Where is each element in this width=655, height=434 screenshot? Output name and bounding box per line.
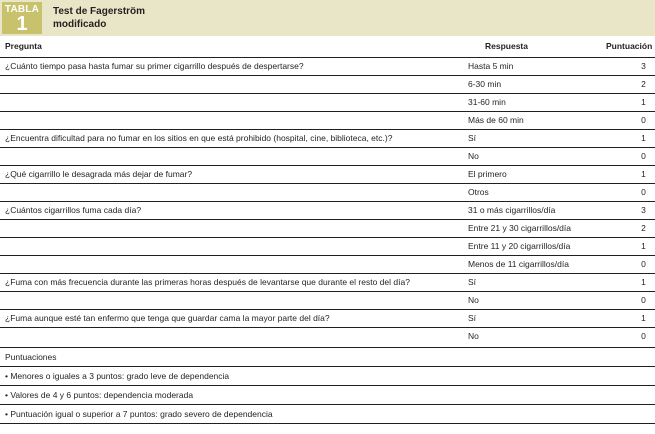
gap-cell xyxy=(453,238,463,256)
gap-cell xyxy=(453,148,463,166)
question-cell xyxy=(0,94,453,112)
question-cell: ¿Encuentra dificultad para no fumar en los sitios en que está prohibido (hospital, cine, biblioteca, etc.)? xyxy=(0,130,453,148)
table-title-line-2: modificado xyxy=(53,19,107,30)
score-cell: 1 xyxy=(589,94,655,112)
answer-cell: Sí xyxy=(463,130,589,148)
gap-cell xyxy=(453,274,463,292)
score-cell: 1 xyxy=(589,238,655,256)
table-row xyxy=(0,184,655,202)
gap-cell xyxy=(453,328,463,346)
score-cell: 1 xyxy=(589,310,655,328)
table-row xyxy=(0,112,655,130)
gap-cell xyxy=(453,130,463,148)
answer-cell: Entre 21 y 30 cigarrillos/día xyxy=(463,220,589,238)
score-cell: 1 xyxy=(589,130,655,148)
gap-cell xyxy=(453,166,463,184)
question-cell: ¿Cuánto tiempo pasa hasta fumar su primer cigarrillo después de despertarse? xyxy=(0,58,453,76)
gap-cell xyxy=(453,292,463,310)
answer-cell: Más de 60 min xyxy=(463,112,589,130)
table-row xyxy=(0,328,655,346)
gap-cell xyxy=(453,220,463,238)
question-cell xyxy=(0,238,453,256)
score-cell: 2 xyxy=(589,220,655,238)
table-row xyxy=(0,148,655,166)
gap-cell xyxy=(453,94,463,112)
question-cell xyxy=(0,328,453,346)
table-header xyxy=(0,0,655,36)
question-cell xyxy=(0,184,453,202)
table-tag-label: TABLA xyxy=(4,4,40,15)
score-cell: 1 xyxy=(589,274,655,292)
answer-cell: Hasta 5 min xyxy=(463,58,589,76)
table-row xyxy=(0,130,655,148)
score-cell: 0 xyxy=(589,184,655,202)
answer-cell: 31 o más cigarrillos/día xyxy=(463,202,589,220)
table-title xyxy=(53,5,145,31)
gap-cell xyxy=(453,76,463,94)
answer-cell: 31-60 min xyxy=(463,94,589,112)
gap-cell xyxy=(453,112,463,130)
question-cell: ¿Qué cigarrillo le desagrada más dejar de fumar? xyxy=(0,166,453,184)
table-row xyxy=(0,166,655,184)
question-cell xyxy=(0,220,453,238)
table-row xyxy=(0,274,655,292)
table-tag xyxy=(2,2,42,34)
question-cell xyxy=(0,148,453,166)
answer-cell: 6-30 min xyxy=(463,76,589,94)
table-row xyxy=(0,94,655,112)
score-cell: 0 xyxy=(589,256,655,274)
answer-cell: Sí xyxy=(463,274,589,292)
score-cell: 3 xyxy=(589,202,655,220)
gap-cell xyxy=(453,256,463,274)
question-cell: ¿Fuma con más frecuencia durante las primeras horas después de levantarse que durante el resto del día? xyxy=(0,274,453,292)
question-cell: ¿Cuántos cigarrillos fuma cada día? xyxy=(0,202,453,220)
column-header-answer: Respuesta xyxy=(485,41,528,51)
scoring-heading: Puntuaciones xyxy=(0,347,655,366)
answer-cell: No xyxy=(463,148,589,166)
score-cell: 0 xyxy=(589,328,655,346)
gap-cell xyxy=(453,202,463,220)
answer-cell: El primero xyxy=(463,166,589,184)
table-row xyxy=(0,58,655,76)
question-cell xyxy=(0,292,453,310)
table-row xyxy=(0,238,655,256)
question-cell xyxy=(0,256,453,274)
answer-cell: No xyxy=(463,328,589,346)
answer-cell: Entre 11 y 20 cigarrillos/día xyxy=(463,238,589,256)
column-header-score: Puntuación xyxy=(606,41,653,51)
table-row xyxy=(0,256,655,274)
column-header-question: Pregunta xyxy=(5,41,42,51)
table-tag-number: 1 xyxy=(16,13,28,35)
gap-cell xyxy=(453,58,463,76)
question-cell xyxy=(0,112,453,130)
scoring-section xyxy=(0,347,655,424)
answer-cell: No xyxy=(463,292,589,310)
score-cell: 0 xyxy=(589,112,655,130)
question-cell: ¿Fuma aunque esté tan enfermo que tenga que guardar cama la mayor parte del día? xyxy=(0,310,453,328)
answer-cell: Menos de 11 cigarrillos/día xyxy=(463,256,589,274)
table-row xyxy=(0,202,655,220)
question-cell xyxy=(0,76,453,94)
table-row xyxy=(0,76,655,94)
answer-cell: Sí xyxy=(463,310,589,328)
scoring-item: • Valores de 4 y 6 puntos: dependencia moderada xyxy=(0,385,655,404)
fagerstrom-table xyxy=(0,57,655,345)
gap-cell xyxy=(453,184,463,202)
scoring-bottom-rule xyxy=(0,423,655,424)
scoring-item: • Menores o iguales a 3 puntos: grado leve de dependencia xyxy=(0,366,655,385)
answer-cell: Otros xyxy=(463,184,589,202)
scoring-item: • Puntuación igual o superior a 7 puntos: grado severo de dependencia xyxy=(0,404,655,423)
score-cell: 3 xyxy=(589,58,655,76)
table-row xyxy=(0,310,655,328)
gap-cell xyxy=(453,310,463,328)
score-cell: 0 xyxy=(589,292,655,310)
score-cell: 0 xyxy=(589,148,655,166)
score-cell: 2 xyxy=(589,76,655,94)
table-row xyxy=(0,292,655,310)
table-row xyxy=(0,220,655,238)
table-title-line-1: Test de Fagerström xyxy=(53,6,146,17)
score-cell: 1 xyxy=(589,166,655,184)
